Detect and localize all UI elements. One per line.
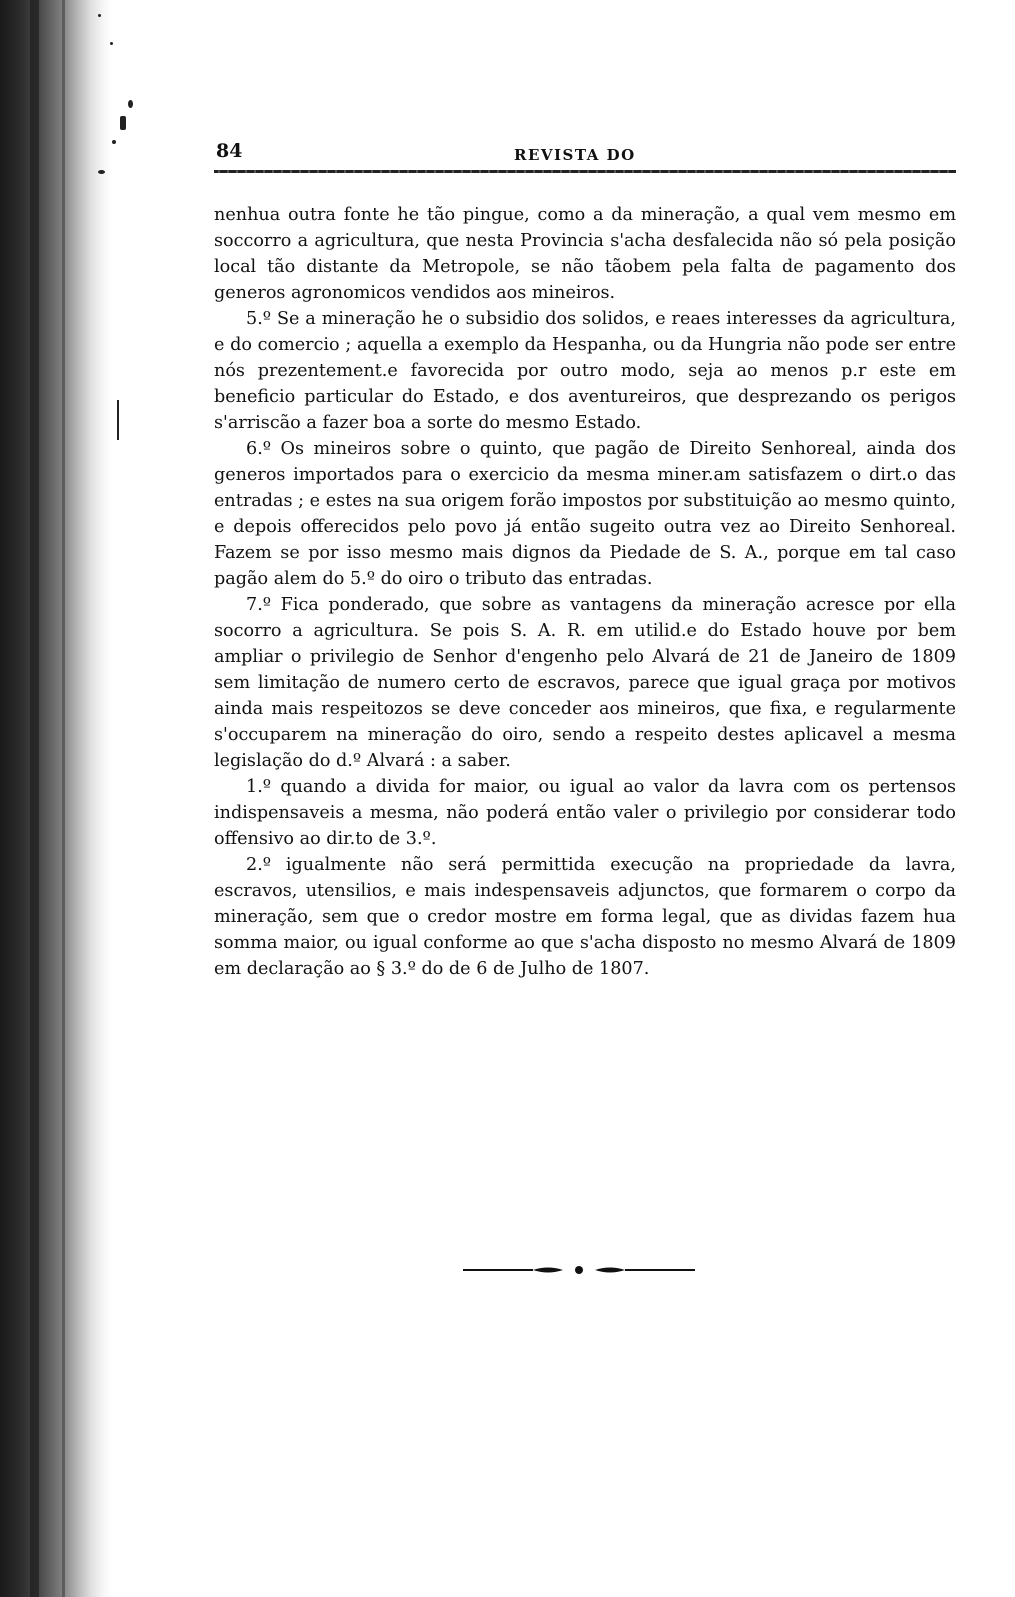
page-number: 84	[216, 140, 243, 162]
paragraph-subitem-1: 1.º quando a divida for maior, ou igual ao valor da lavra com os pertensos indispensaveis a mesma, não poderá então valer o privilegio por considerar todo offensivo ao dir.to de 3.º.	[214, 777, 956, 849]
scan-speck	[110, 42, 113, 45]
running-head: REVISTA DO	[514, 146, 636, 164]
body-text	[214, 202, 956, 982]
paragraph-continued: nenhua outra fonte he tão pingue, como a da mineração, a qual vem mesmo em soccorro a agricultura, que nesta Provincia s'acha desfalecida não só pela posição local tão distante da Metropole, se não tãobem pela falta de pagamento dos generos agronomicos vendidos aos mineiros.	[214, 205, 956, 303]
scan-speck	[112, 140, 116, 144]
typographic-dash-ornament-icon	[463, 1262, 695, 1278]
scan-speck	[98, 14, 101, 17]
paragraph-item-5: 5.º Se a mineração he o subsidio dos solidos, e reaes interesses da agricultura, e do comercio ; aquella a exemplo da Hespanha, ou da Hungria não pode ser entre nós prezentement.e favorecida por outro modo, seja ao menos p.r este em beneficio particular do Estado, e dos aventureiros, que desprezando os perigos s'arriscão a fazer boa a sorte do mesmo Estado.	[214, 309, 956, 433]
paragraph-item-7: 7.º Fica ponderado, que sobre as vantagens da mineração acresce por ella socorro a agricultura. Se pois S. A. R. em utilid.e do Estado houve por bem ampliar o privilegio de Senhor d'engenho pelo Alvará de 21 de Janeiro de 1809 sem limitação de numero certo de escravos, parece que igual graça por motivos ainda mais respeitozos se deve conceder aos mineiros, que fixa, e regularmente s'occuparem na mineração do oiro, sendo a respeito destes aplicavel a mesma legislação do d.º Alvará : a saber.	[214, 595, 956, 771]
book-gutter	[0, 0, 112, 1597]
header-rule	[214, 170, 956, 173]
paragraph-subitem-2: 2.º igualmente não será permittida execução na propriedade da lavra, escravos, utensilios, e mais indespensaveis adjunctos, que formarem o corpo da mineração, sem que o credor mostre em forma legal, que as dividas fazem hua somma maior, ou igual conforme ao que s'acha disposto no mesmo Alvará de 1809 em declaração ao § 3.º do de 6 de Julho de 1807.	[214, 855, 956, 979]
book-page	[214, 140, 956, 979]
scan-speck	[98, 170, 105, 174]
paragraph-item-6: 6.º Os mineiros sobre o quinto, que pagão de Direito Senhoreal, ainda dos generos importados para o exercicio da mesma miner.am satisfazem o dirt.o das entradas ; e estes na sua origem forão impostos por substituição ao mesmo quinto, e depois offerecidos pelo povo já então sugeito outra vez ao Direito Senhoreal. Fazem se por isso mesmo mais dignos da Piedade de S. A., porque em tal caso pagão alem do 5.º do oiro o tributo das entradas.	[214, 439, 956, 589]
scan-speck	[120, 116, 126, 130]
scan-speck	[117, 400, 119, 440]
page-header	[214, 140, 956, 170]
scan-speck	[128, 100, 133, 108]
